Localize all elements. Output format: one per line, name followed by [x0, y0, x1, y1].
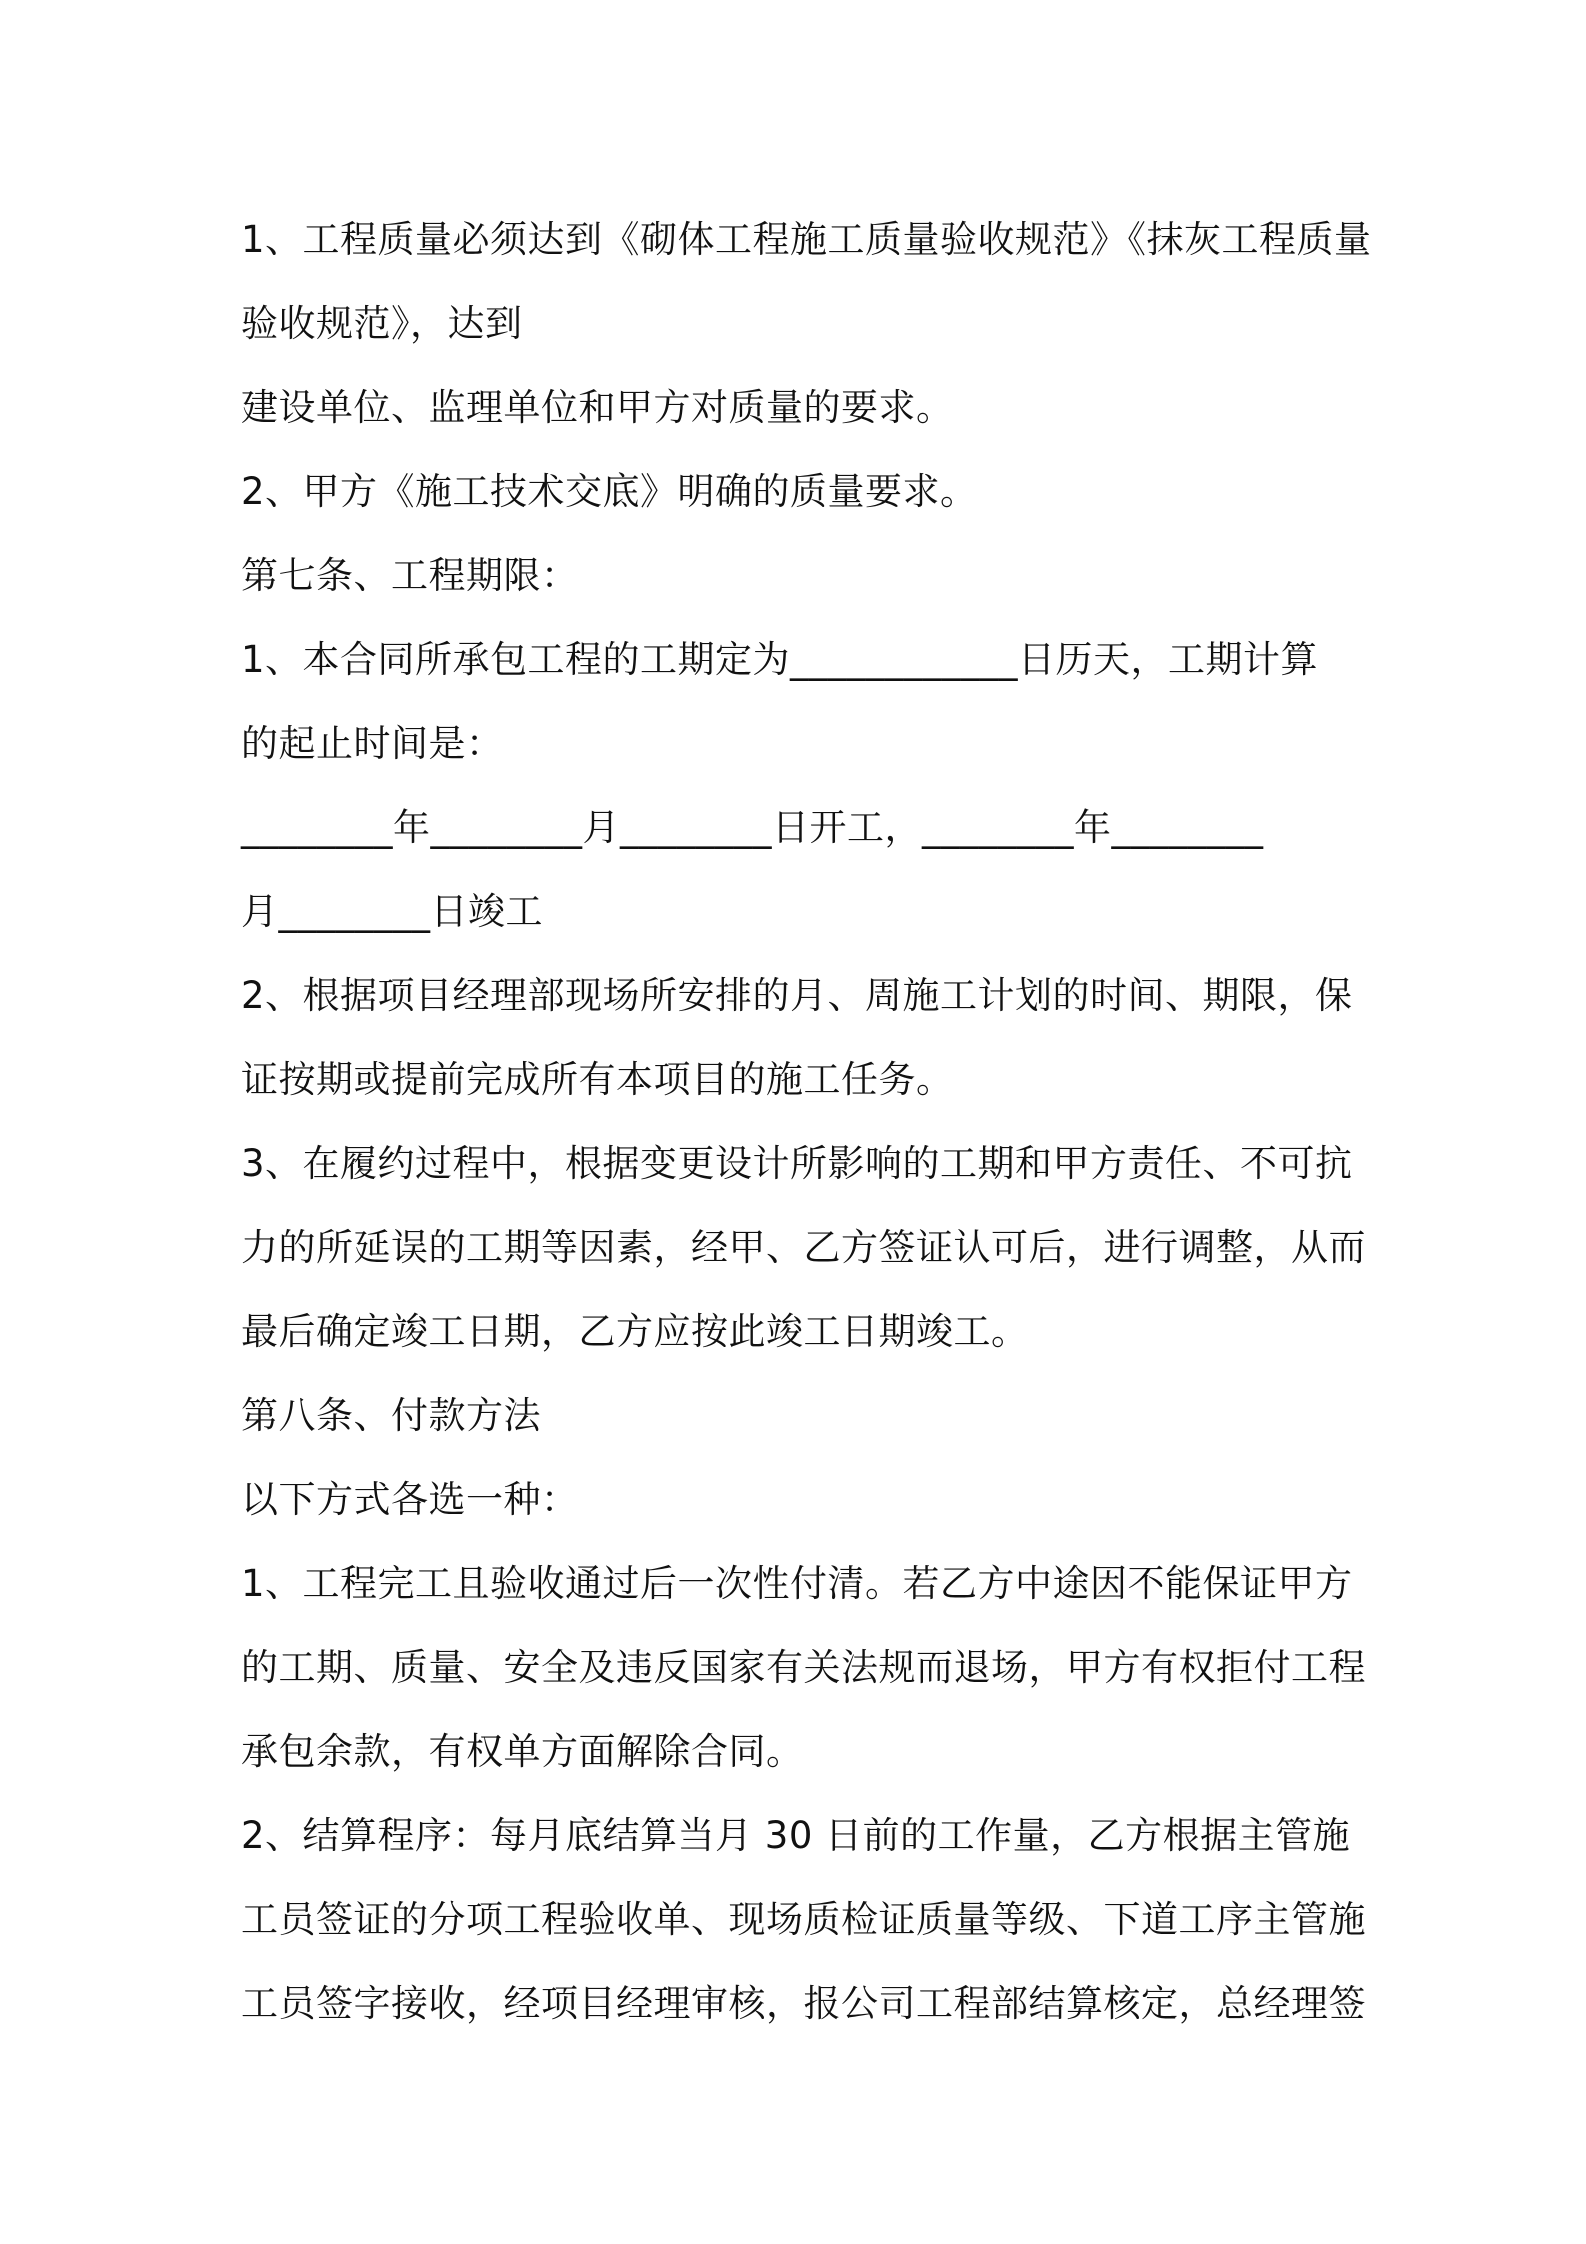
text-line: 的起止时间是：	[241, 722, 504, 765]
section-heading-7: 第七条、工程期限：	[241, 554, 579, 597]
text-line: 工员签证的分项工程验收单、现场质检证质量等级、下道工序主管施	[241, 1898, 1366, 1941]
date-blank-line: 月________日竣工	[241, 890, 543, 933]
text-line: 1、工程质量必须达到《砌体工程施工质量验收规范》《抹灰工程质量	[241, 218, 1372, 261]
document-body	[241, 198, 1372, 2046]
text-line: 以下方式各选一种：	[241, 1478, 579, 1521]
text-line: 1、工程完工且验收通过后一次性付清。若乙方中途因不能保证甲方	[241, 1562, 1353, 1605]
text-line: 验收规范》，达到	[241, 302, 523, 345]
text-line: 1、本合同所承包工程的工期定为____________日历天，工期计算	[241, 638, 1319, 681]
text-line: 承包余款，有权单方面解除合同。	[241, 1730, 804, 1773]
text-line: 力的所延误的工期等因素，经甲、乙方签证认可后，进行调整，从而	[241, 1226, 1366, 1269]
text-line: 最后确定竣工日期，乙方应按此竣工日期竣工。	[241, 1310, 1029, 1353]
text-line: 2、甲方《施工技术交底》明确的质量要求。	[241, 470, 978, 513]
text-line: 2、结算程序：每月底结算当月 30 日前的工作量，乙方根据主管施	[241, 1814, 1351, 1857]
text-line: 建设单位、监理单位和甲方对质量的要求。	[241, 386, 954, 429]
text-line: 证按期或提前完成所有本项目的施工任务。	[241, 1058, 954, 1101]
date-blank-line: ________年________月________日开工，________年________	[241, 806, 1264, 849]
section-heading-8: 第八条、付款方法	[241, 1394, 541, 1437]
text-line: 2、根据项目经理部现场所安排的月、周施工计划的时间、期限，保	[241, 974, 1353, 1017]
text-line: 3、在履约过程中，根据变更设计所影响的工期和甲方责任、不可抗	[241, 1142, 1353, 1185]
text-line: 的工期、质量、安全及违反国家有关法规而退场，甲方有权拒付工程	[241, 1646, 1366, 1689]
text-line: 工员签字接收，经项目经理审核，报公司工程部结算核定，总经理签	[241, 1982, 1366, 2025]
